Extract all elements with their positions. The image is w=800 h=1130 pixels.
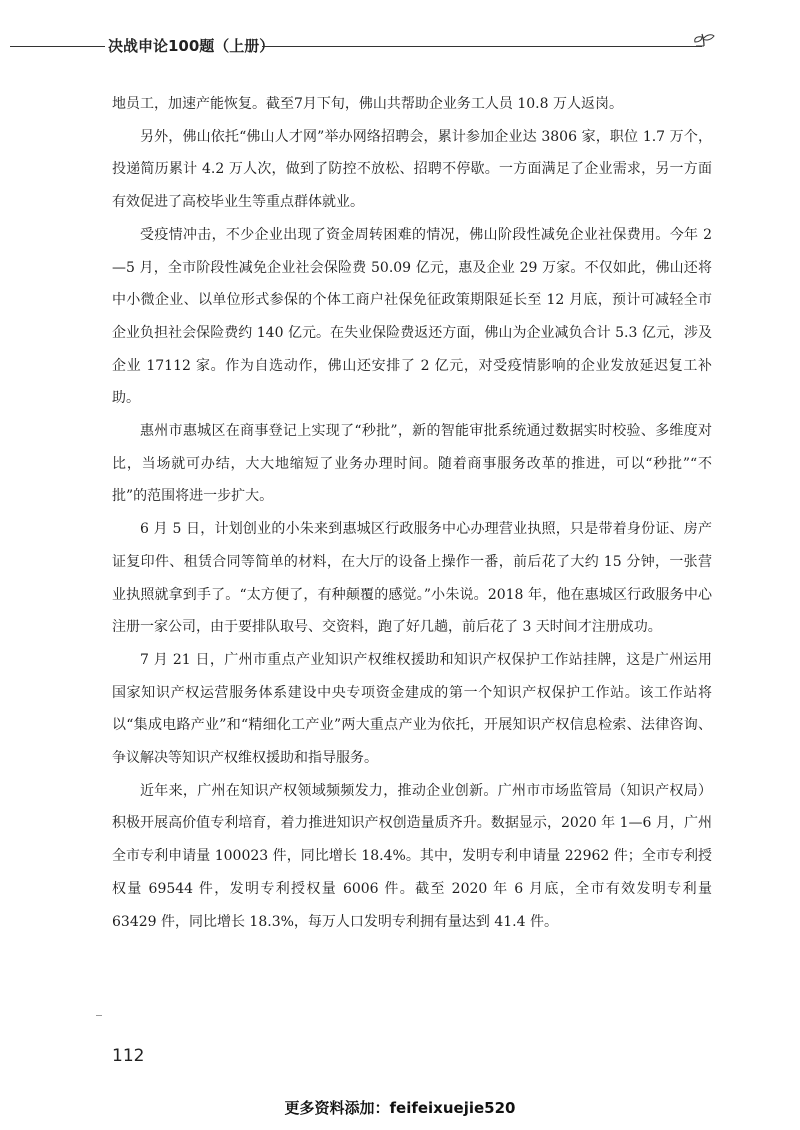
body-text bbox=[112, 88, 712, 938]
header-rule-left bbox=[10, 46, 105, 47]
header-rule-right bbox=[262, 46, 702, 47]
running-header bbox=[0, 30, 800, 60]
sprout-icon bbox=[690, 30, 718, 54]
page-number: 112 bbox=[112, 1046, 145, 1066]
paragraph: 6 月 5 日，计划创业的小朱来到惠城区行政服务中心办理营业执照，只是带着身份证、房产证复印件、租赁合同等简单的材料，在大厅的设备上操作一番，前后花了大约 15 分钟，一张营业执照就拿到手了。“太方便了，有种颠覆的感觉。”小朱说。2018 年，他在惠城区行政服务中心注册一家公司，由于要排队取号、交资料，跑了好几趟，前后花了 3 天时间才注册成功。 bbox=[112, 521, 712, 636]
paragraph: 近年来，广州在知识产权领域频频发力，推动企业创新。广州市市场监管局（知识产权局）积极开展高价值专利培育，着力推进知识产权创造量质齐升。数据显示，2020 年 1—6 月，广州全市专利申请量 100023 件，同比增长 18.4%。其中，发明专利申请量 22962 件；全市专利授权量 69544 件，发明专利授权量 6006 件。截至 2020 年 6 月底，全市有效发明专利量 63429 件，同比增长 18.3%，每万人口发明专利拥有量达到 41.4 件。 bbox=[112, 782, 712, 930]
paragraph: 受疫情冲击，不少企业出现了资金周转困难的情况，佛山阶段性减免企业社保费用。今年 2—5 月，全市阶段性减免企业社会保险费 50.09 亿元，惠及企业 29 万家。不仅如此，佛山还将中小微企业、以单位形式参保的个体工商户社保免征政策期限延长至 12 月底，预计可减轻全市企业负担社会保险费约 140 亿元。在失业保险费返还方面，佛山为企业减负合计 5.3 亿元，涉及企业 17112 家。作为自选动作，佛山还安排了 2 亿元，对受疫情影响的企业发放延迟复工补助。 bbox=[112, 226, 712, 407]
footer-note: 更多资料添加：feifeixuejie520 bbox=[284, 1099, 516, 1117]
paragraph-continuation: 地员工，加速产能恢复。截至7月下旬，佛山共帮助企业务工人员 10.8 万人返岗。 bbox=[112, 96, 623, 112]
margin-mark bbox=[96, 1015, 102, 1016]
book-title: 决战申论100题（上册） bbox=[108, 37, 275, 55]
paragraph: 另外，佛山依托“佛山人才网”举办网络招聘会，累计参加企业达 3806 家，职位 1.7 万个，投递简历累计 4.2 万人次，做到了防控不放松、招聘不停歇。一方面满足了企业需求，另一方面有效促进了高校毕业生等重点群体就业。 bbox=[112, 128, 712, 211]
paragraph: 惠州市惠城区在商事登记上实现了“秒批”，新的智能审批系统通过数据实时校验、多维度对比，当场就可办结，大大地缩短了业务办理时间。随着商事服务改革的推进，可以“秒批”“不批”的范围将进一步扩大。 bbox=[112, 423, 712, 505]
paragraph: 7 月 21 日，广州市重点产业知识产权维权援助和知识产权保护工作站挂牌，这是广州运用国家知识产权运营服务体系建设中央专项资金建成的第一个知识产权保护工作站。该工作站将以“集成电路产业”和“精细化工产业”两大重点产业为依托，开展知识产权信息检索、法律咨询、争议解决等知识产权维权援助和指导服务。 bbox=[112, 651, 712, 767]
